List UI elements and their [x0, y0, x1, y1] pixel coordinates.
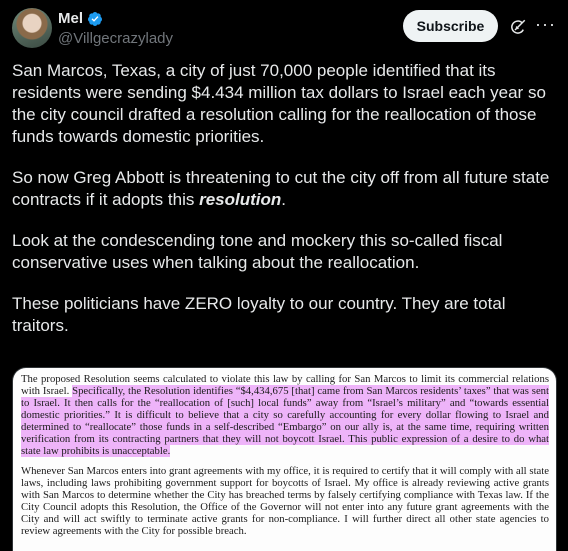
- author-name-row: [58, 10, 103, 27]
- avatar[interactable]: [12, 8, 52, 48]
- post-emphasis: resolution: [199, 190, 282, 209]
- author-name[interactable]: Mel: [58, 10, 84, 27]
- document-highlight: Specifically, the Resolution identifies “$4,434,675 [that] came from San Marcos residents’ taxes” that was sent to Israel. It then calls for the “reallocation of [such] local funds” away from “Israel’s military” and “towards essential domestic priorities.” It is difficult to believe that a city so carefully accounting for every dollar flowing to Israel and determined to “reallocate” those funds in a self-described “Embargo” on our ally is, at the same time, requiring written verification from its contracting partners that they will not boycott Israel. This public expression of a desire to do what state law prohibits is unacceptable.: [21, 385, 549, 457]
- more-icon[interactable]: ···: [535, 14, 556, 34]
- post-paragraph-2-text: So now Greg Abbott is threatening to cut the city off from all future state contracts if it adopts this: [12, 168, 550, 209]
- grok-icon[interactable]: [509, 18, 527, 36]
- post-paragraph-1: San Marcos, Texas, a city of just 70,000 people identified that its residents were sending $4.434 million tax dollars to Israel each year so the city council drafted a resolution calling for the reallocation of those funds towards domestic priorities.: [12, 61, 546, 146]
- post-paragraph-3: Look at the condescending tone and mockery this so-called fiscal conservative uses when talking about the reallocation.: [12, 231, 503, 272]
- subscribe-button[interactable]: Subscribe: [403, 10, 498, 42]
- post-header: [12, 6, 556, 50]
- document-paragraph-2: Whenever San Marcos enters into grant agreements with my office, it is required to certify that it will comply with all state laws, including laws prohibiting government support for boycotts of Israel. My office is already reviewing active grants with San Marcos to determine whether the City has breached terms by falsely certifying compliance with Texas law. If the City Council adopts this Resolution, the Office of the Governor will not enter into any future grant agreements with the City and will act swiftly to terminate active grants for non-compliance. I will further direct all other state agencies to review agreements with the City for possible breach.: [21, 465, 549, 537]
- document-paragraph-1: [21, 373, 549, 457]
- author-handle[interactable]: @Villgecrazylady: [58, 30, 173, 47]
- verified-badge-icon: [87, 11, 103, 27]
- post-paragraph-2-end: .: [281, 190, 286, 209]
- attached-document-image[interactable]: [12, 367, 557, 551]
- document-paragraph-1-plain: The proposed Resolution seems calculated to violate this law by calling for San Marcos to limit its commercial relations with Israel.: [21, 373, 549, 397]
- document-text: [13, 368, 556, 537]
- post-text: [12, 60, 556, 356]
- post-paragraph-2: [12, 167, 556, 211]
- post-paragraph-4: These politicians have ZERO loyalty to our country. They are total traitors.: [12, 294, 506, 335]
